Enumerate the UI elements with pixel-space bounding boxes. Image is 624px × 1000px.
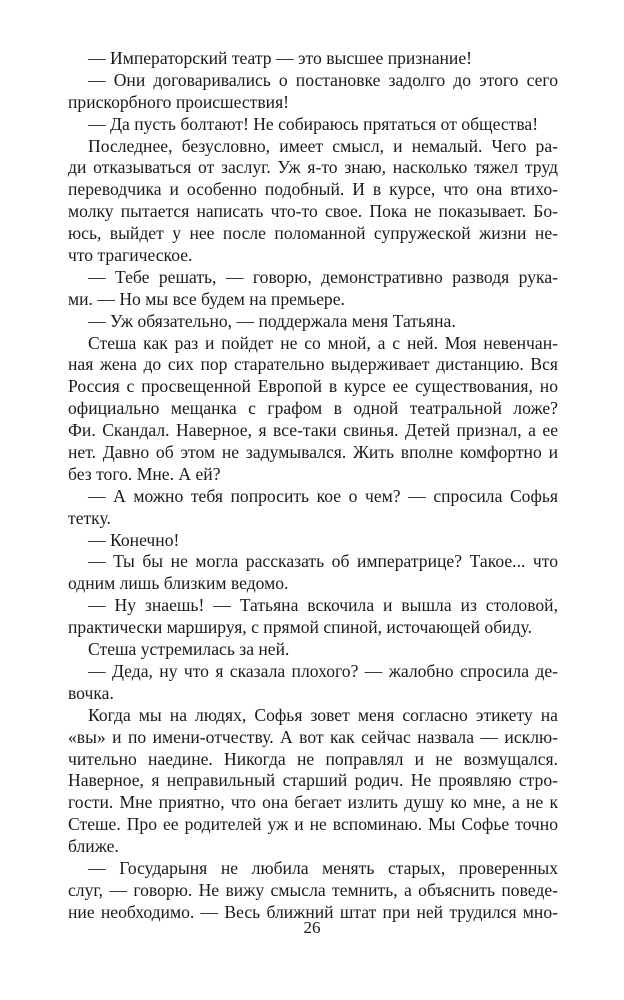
text-line: молку пытается написать что-то свое. Пока не показывает. Бо-	[68, 201, 558, 222]
text-line: Стеша как раз и пойдет не со мной, а с ней. Моя невенчан-	[88, 332, 558, 353]
text-line: что трагическое.	[68, 245, 193, 266]
text-line: ная жена до сих пор старательно выдерживает дистанцию. Вся	[68, 354, 558, 375]
text-line: — Они договаривались о постановке задолго до этого сего	[88, 69, 558, 90]
text-line: юсь, выйдет у нее после поломанной супружеской жизни не-	[68, 223, 558, 244]
paragraph	[68, 551, 558, 595]
paragraph	[68, 639, 558, 661]
paragraph	[68, 661, 558, 705]
text-line: слуг, — говорю. Не вижу смысла темнить, а объяснить поведе-	[68, 879, 558, 900]
text-line: Стеша устремилась за ней.	[88, 639, 290, 660]
text-line: переводчика и особенно подобный. И в курсе, что она втихо-	[68, 179, 558, 200]
text-line: — Конечно!	[88, 529, 180, 550]
text-line: ближе.	[68, 836, 119, 857]
text-line: Когда мы на людях, Софья зовет меня согласно этикету на	[88, 704, 558, 725]
text-line: — Деда, ну что я сказала плохого? — жалобно спросила де-	[88, 660, 558, 681]
paragraph	[68, 311, 558, 333]
text-line: Наверное, я неправильный старший родич. Не проявляю стро-	[68, 770, 558, 791]
text-line: ми. — Но мы все будем на премьере.	[68, 288, 345, 309]
text-line: Стеше. Про ее родителей уж и не вспоминаю. Мы Софье точно	[68, 814, 558, 835]
text-line: одним лишь близким ведомо.	[68, 573, 289, 594]
paragraph	[68, 486, 558, 530]
text-line: ние необходимо. — Весь ближний штат при ней трудился мно-	[68, 901, 558, 922]
text-line: практически маршируя, с прямой спиной, источающей обиду.	[68, 617, 532, 638]
text-line: — Ты бы не могла рассказать об императрице? Такое... что	[88, 551, 558, 572]
page-number: 26	[303, 918, 321, 937]
paragraph	[68, 48, 558, 70]
text-line: тетку.	[68, 507, 111, 528]
paragraph	[68, 705, 558, 858]
text-line: — Да пусть болтают! Не собираюсь прятаться от общества!	[88, 113, 539, 134]
text-line: без того. Мне. А ей?	[68, 463, 221, 484]
paragraph	[68, 858, 558, 924]
text-line: — Ну знаешь! — Татьяна вскочила и вышла из столовой,	[88, 595, 558, 616]
text-line: «вы» и по имени-отчеству. А вот как сейчас назвала — исклю-	[68, 726, 558, 747]
text-line: нет. Давно об этом не задумывался. Жить вполне комфортно и	[68, 442, 558, 463]
text-line: Последнее, безусловно, имеет смысл, и немалый. Чего ра-	[88, 135, 558, 156]
paragraph	[68, 530, 558, 552]
text-line: чительно наедине. Никогда не поправлял и не возмущался.	[68, 748, 558, 769]
text-line: — А можно тебя попросить кое о чем? — спросила Софья	[88, 485, 558, 506]
paragraph	[68, 70, 558, 114]
paragraph	[68, 595, 558, 639]
text-line: — Уж обязательно, — поддержала меня Татьяна.	[88, 310, 456, 331]
paragraph	[68, 333, 558, 486]
page-text	[68, 48, 558, 924]
text-line: прискорбного происшествия!	[68, 91, 290, 112]
text-line: — Императорский театр — это высшее признание!	[88, 48, 473, 68]
text-line: вочка.	[68, 682, 114, 703]
text-line: официально мещанка с графом в одной театральной ложе?	[68, 398, 558, 419]
text-line: — Государыня не любила менять старых, проверенных	[88, 857, 558, 878]
paragraph	[68, 114, 558, 136]
text-line: — Тебе решать, — говорю, демонстративно разводя рука-	[88, 266, 558, 287]
text-line: ди отказываться от заслуг. Уж я-то знаю, насколько тяжел труд	[68, 157, 558, 178]
paragraph	[68, 267, 558, 311]
text-line: Фи. Скандал. Наверное, я все-таки свинья. Детей признал, а ее	[68, 420, 558, 441]
paragraph	[68, 136, 558, 267]
text-line: Россия с просвещенной Европой в курсе ее существования, но	[68, 376, 558, 397]
text-line: гости. Мне приятно, что она бегает излить душу ко мне, а не к	[68, 792, 558, 813]
